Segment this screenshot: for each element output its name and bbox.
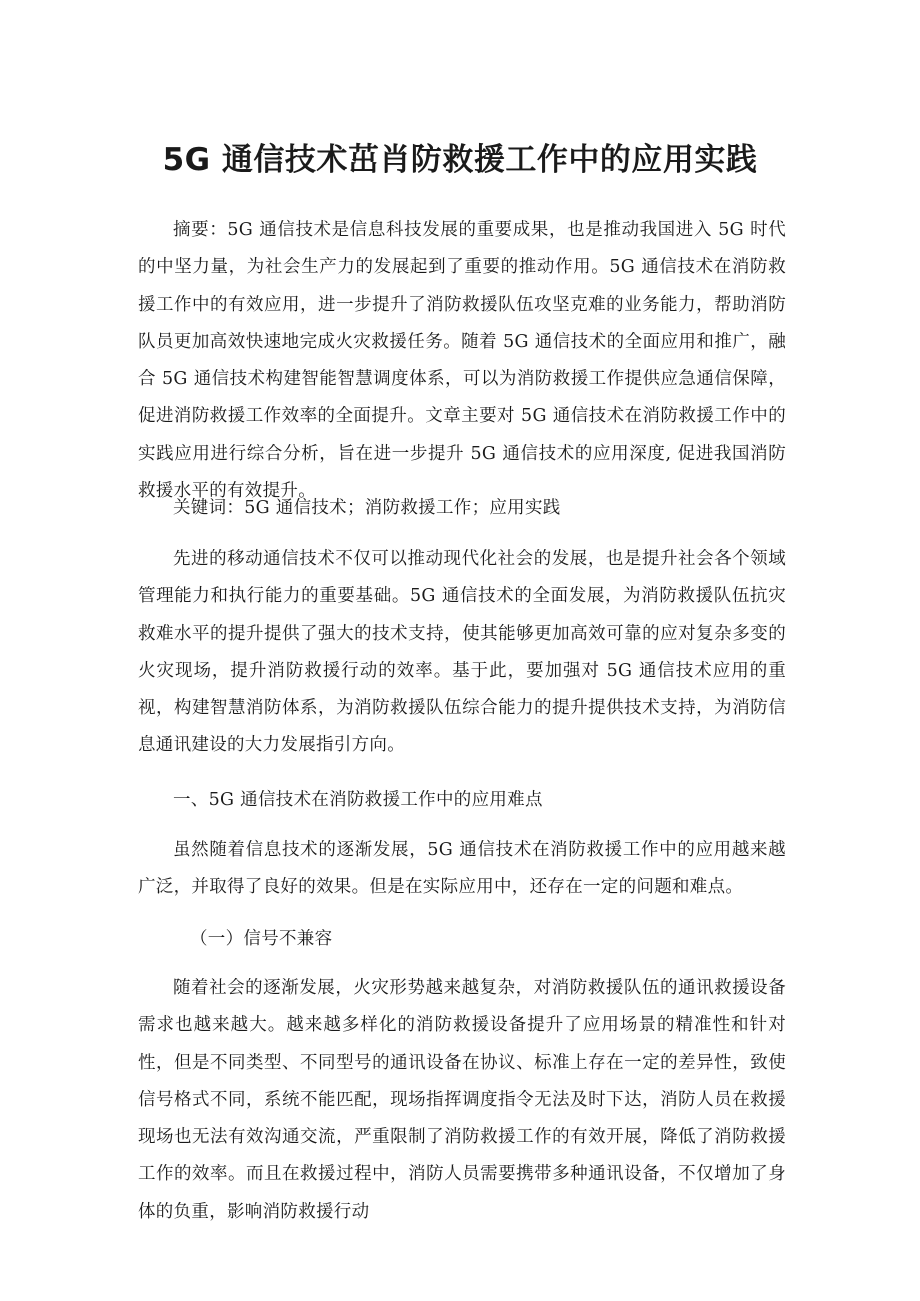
subsection-1-paragraph: 随着社会的逐渐发展，火灾形势越来越复杂，对消防救援队伍的通讯救援设备需求也越来越大。越来越多样化的消防救援设备提升了应用场景的精准性和针对性，但是不同类型、不同型号的通讯设备在协议、标准上存在一定的差异性，致使信号格式不同，系统不能匹配，现场指挥调度指令无法及时下达，消防人员在救援现场也无法有效沟通交流，严重限制了消防救援工作的有效开展，降低了消防救援工作的效率。而且在救援过程中，消防人员需要携带多种通讯设备，不仅增加了身体的负重，影响消防救援行动 <box>138 978 786 1222</box>
section-1-paragraph: 虽然随着信息技术的逐渐发展，5G 通信技术在消防救援工作中的应用越来越广泛，并取得了良好的效果。但是在实际应用中，还存在一定的问题和难点。 <box>138 840 786 898</box>
document-title: 5G 通信技术茁肖防救援工作中的应用实践 <box>162 142 758 178</box>
section-heading-1: 一、5G 通信技术在消防救援工作中的应用难点 <box>173 790 543 810</box>
abstract-paragraph: 摘要：5G 通信技术是信息科技发展的重要成果，也是推动我国进入 5G 时代的中坚力量，为社会生产力的发展起到了重要的推动作用。5G 通信技术在消防救援工作中的有效应用，进一步提升了消防救援队伍攻坚克难的业务能力，帮助消防队员更加高效快速地完成火灾救援任务。随着 5G 通信技术的全面应用和推广，融合 5G 通信技术构建智能智慧调度体系，可以为消防救援工作提供应急通信保障，促进消防救援工作效率的全面提升。文章主要对 5G 通信技术在消防救援工作中的实践应用进行综合分析，旨在进一步提升 5G 通信技术的应用深度, 促进我国消防救援水平的有效提升。 <box>138 220 786 502</box>
keywords-line: 关键词：5G 通信技术；消防救援工作；应用实践 <box>173 498 561 518</box>
intro-paragraph: 先进的移动通信技术不仅可以推动现代化社会的发展，也是提升社会各个领域管理能力和执行能力的重要基础。5G 通信技术的全面发展，为消防救援队伍抗灾救难水平的提升提供了强大的技术支持，使其能够更加高效可靠的应对复杂多变的火灾现场，提升消防救援行动的效率。基于此，要加强对 5G 通信技术应用的重视，构建智慧消防体系，为消防救援队伍综合能力的提升提供技术支持，为消防信息通讯建设的大力发展指引方向。 <box>138 549 786 756</box>
subsection-heading-1: （一）信号不兼容 <box>190 929 333 949</box>
